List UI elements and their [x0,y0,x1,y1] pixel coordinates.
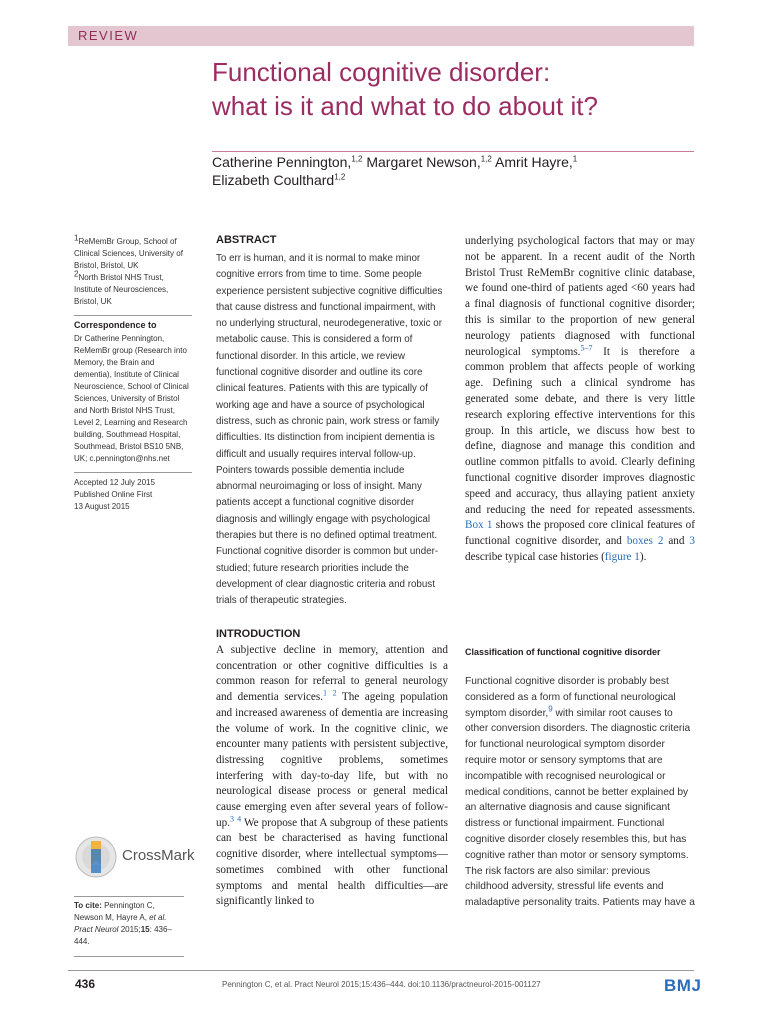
divider [74,472,192,473]
col2-text-3: shows the proposed core clinical features of functional cognitive disorder, and [465,519,695,548]
author-1[interactable]: Catherine Pennington, [212,154,352,170]
bmj-logo[interactable]: BMJ [664,976,702,995]
col2-text-5: describe typical case histories ( [465,550,605,563]
abstract-text: To err is human, and it is normal to make minor cognitive errors from time to time. Some people experience persistent subjective cognitive difficulties that cause distress and functional impairment, with no underlying structural, neurodegenerative, toxic or metabolic cause. This is considered a form of functional disorder. In this article, we review functional cognitive disorder and outline its core clinical features. Patients with this are typically of working age and have a source of psychological distress, such as chronic pain, work stress or family difficulties. Its distinction from incipient dementia is difficult and usually requires interval follow-up. Pointers towards possible dementia include abnormal neuroimaging or loss of insight. Many patients accept a functional cognitive disorder diagnosis and willingly engage with psychological therapies but there is no defined optimal treatment. Functional cognitive disorder is common but under-studied; future research priorities include the development of clear diagnostic criteria and robust trials of therapeutic strategies. [216,253,443,607]
crossmark-badge[interactable] [74,835,204,877]
affiliations [74,233,192,308]
section-label: REVIEW [78,28,139,43]
correspondence-text[interactable]: Dr Catherine Pennington, ReMemBr group (Research into Memory, the Brain and dementia), Institute of Clinical Neuroscience, School of Clinical Sciences, University of Bristol and North Bristol NHS Trust, Level 2, Learning and Research building, Southmead Hospital, Southmead, Bristol BS10 5NB, UK; c.pennington@nhs.net [74,334,189,463]
title-divider [212,151,694,152]
author-1-affil: 1,2 [351,154,363,164]
affil-number-1: 1 [74,233,79,243]
ref-link-3[interactable]: 3 [229,814,234,823]
abstract-heading: ABSTRACT [216,234,277,246]
cite-etal: et al. [149,913,167,922]
ref-link-5-7[interactable]: 5–7 [580,342,593,352]
cite-journal: Pract Neurol [74,925,119,934]
title-line-1: Functional cognitive disorder: [212,57,551,87]
author-4[interactable]: Elizabeth Coulthard [212,172,335,188]
cite-box [74,896,184,957]
author-3-affil: 1 [572,154,578,164]
page-number: 436 [75,977,96,991]
introduction-heading: INTRODUCTION [216,628,301,640]
crossmark-label: CrossMark [122,847,195,864]
cite-year: 2015; [118,925,141,934]
intro-paragraph-2: The ageing population and increased awareness of dementia are increasing the volume of work. In the cognitive clinic, we encounter many patients with persistent subjective, distressing cognitive problems, sometimes interfering with day-to-day life, but with no neurological disease process or general medical cause emerging even after several years of follow-up. [216,691,448,829]
crossmark-icon [74,835,118,879]
introduction-text [216,643,448,910]
author-3[interactable]: Amrit Hayre, [491,154,573,170]
col2-text-1: underlying psychological factors that may or may not be apparent. In a recent audit of the North Bristol Trust ReMemBr cognitive clinic database, we found one-third of patients aged <60 years had a final diagnosis of functional cognitive disorder; this is similar to the proportion of new general neurology patients diagnosed with functional neurological symptoms. [465,235,695,358]
box-3-link[interactable]: 3 [689,535,695,548]
affil-number-2: 2 [74,269,79,279]
published-label: Published Online First [74,490,153,499]
class-text-2: with similar root causes to other conversion disorders. The diagnostic criteria for functional neurological symptom disorder require motor or sensory symptoms that are incompatible with recognised neurological or medical conditions, cannot be better explained by an alternative diagnosis and cause significant distress or functional impairment. Functional cognitive disorder closely resembles this, but has cognitive rather than motor or sensory symptoms. The risk factors are also similar: previous childhood adversity, stressful life events and maladaptive personality traits. Patients may have a [465,707,695,909]
class-text-1: Functional cognitive disorder is probably best considered as a form of functional neurological symptom disorder, [465,676,676,719]
ref-link-4[interactable]: 4 [237,814,242,823]
col2-text-2: It is therefore a common problem that affects people of working age. Defining such a clinical syndrome has generated some debate, and there is very little research exploring effective interventions for this group. In this article, we discuss how best to define, diagnose and manage this condition and outline common pitfalls to avoid. Clearly defining functional cognitive disorder improves diagnostic speed and accuracy, thus allaying patient anxiety and reducing the need for repeated assessments. [465,345,695,516]
section-banner [68,26,694,46]
accepted-date: Accepted 12 July 2015 [74,478,155,487]
affil-text-2: North Bristol NHS Trust, Institute of Neurosciences, Bristol, UK [74,273,169,306]
author-4-affil: 1,2 [334,172,346,182]
author-2-affil: 1,2 [480,154,492,164]
cite-pages: : 436–444. [74,925,172,946]
footer-divider [68,970,694,971]
introduction-continued [465,234,695,566]
cite-authors: Pennington C, Newson M, Hayre A, [74,901,155,922]
figure-1-link[interactable]: figure 1 [604,550,640,563]
box-2-link[interactable]: boxes 2 [626,535,664,548]
classification-heading: Classification of functional cognitive disorder [465,647,661,657]
ref-link-1[interactable]: 1 [323,688,328,698]
article-title [212,55,712,123]
title-line-2: what is it and what to do about it? [212,91,598,121]
footer-citation: Pennington C, et al. Pract Neurol 2015;15:436–444. doi:10.1136/practneurol-2015-001127 [222,980,541,989]
cite-label: To cite: [74,901,102,910]
publication-dates [74,477,192,513]
cite-volume: 15 [140,925,150,934]
intro-paragraph-3: We propose that A subgroup of these patients can best be characterised as having functional cognitive disorder, where intellectual symptoms—sometimes combined with other functional symptoms and mental health difficulties—are significantly linked to [216,816,448,908]
ref-link-9[interactable]: 9 [548,704,553,714]
author-list [212,153,682,189]
classification-text [465,674,695,911]
published-date: 13 August 2015 [74,502,130,511]
col2-text-6: ). [639,550,647,563]
ref-link-2[interactable]: 2 [332,688,337,698]
box-1-link[interactable]: Box 1 [465,519,493,532]
author-2[interactable]: Margaret Newson, [362,154,481,170]
col2-text-4: and [663,535,690,548]
correspondence-heading: Correspondence to [74,320,157,330]
affil-text-1: ReMemBr Group, School of Clinical Sciences, University of Bristol, Bristol, UK [74,237,183,270]
intro-paragraph-1: A subjective decline in memory, attention and concentration or other cognitive difficulties is a common reason for referral to general neurology and dementia services. [216,644,448,704]
divider [74,315,192,316]
